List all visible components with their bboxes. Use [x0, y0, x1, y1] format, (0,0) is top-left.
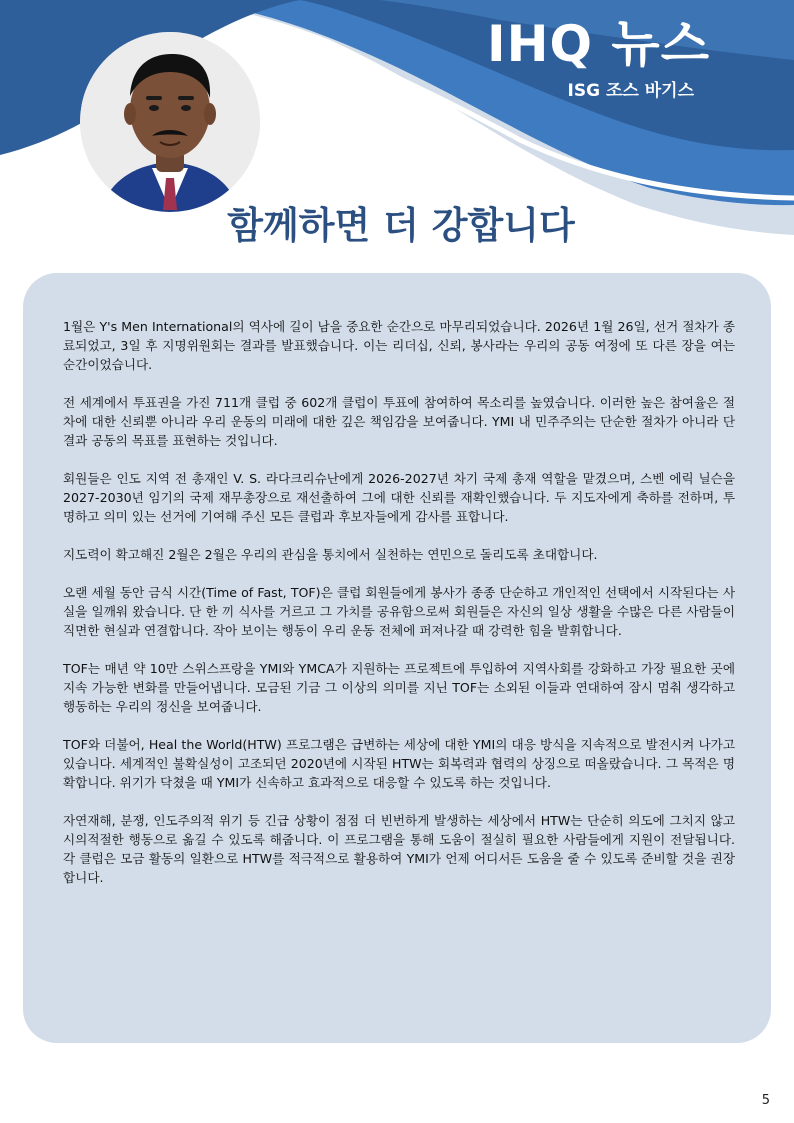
author-portrait: [80, 32, 260, 212]
article-paragraph: 자연재해, 분쟁, 인도주의적 위기 등 긴급 상황이 점점 더 빈번하게 발생하는 세상에서 HTW는 단순히 의도에 그치지 않고 시의적절한 행동으로 옮길 수 있도록 해줍니다. 이 프로그램을 통해 도움이 절실히 필요한 사람들에게 지원이 전달됩니다. 각 클럽은 모금 활동의 일환으로 HTW를 적극적으로 활용하여 YMI가 언제 어디서든 도움을 줄 수 있도록 준비할 것을 권장합니다.: [63, 813, 735, 885]
article-paragraph: 지도력이 확고해진 2월은 2월은 우리의 관심을 통치에서 실천하는 연민으로 돌리도록 초대합니다.: [63, 547, 598, 562]
article-paragraph: TOF는 매년 약 10만 스위스프랑을 YMI와 YMCA가 지원하는 프로젝트에 투입하여 지역사회를 강화하고 가장 필요한 곳에 지속 가능한 변화를 만들어냅니다. 모금된 기금 그 이상의 의미를 지닌 TOF는 소외된 이들과 연대하여 잠시 멈춰 생각하고 행동하는 우리의 정신을 보여줍니다.: [63, 661, 735, 714]
article-paragraph: 1월은 Y's Men International의 역사에 길이 남을 중요한 순간으로 마무리되었습니다. 2026년 1월 26일, 선거 절차가 종료되었고, 3일 후 지명위원회는 결과를 발표했습니다. 이는 리더십, 신뢰, 봉사라는 우리의 공동 여정에 또 다른 장을 여는 순간이었습니다.: [63, 319, 735, 372]
article-paragraph: TOF와 더불어, Heal the World(HTW) 프로그램은 급변하는 세상에 대한 YMI의 대응 방식을 지속적으로 발전시켜 나가고 있습니다. 세계적인 불확실성이 고조되던 2020년에 시작된 HTW는 회복력과 협력의 상징으로 떠올랐습니다. 그 목적은 명확합니다. 위기가 닥쳤을 때 YMI가 신속하고 효과적으로 대응할 수 있도록 하는 것입니다.: [63, 737, 735, 790]
article-body-panel: [23, 273, 771, 1043]
article-paragraph: 회원들은 인도 지역 전 총재인 V. S. 라다크리슈난에게 2026-2027년 차기 국제 총재 역할을 맡겼으며, 스벤 에릭 닐슨을 2027-2030년 임기의 국제 재무총장으로 재선출하여 그에 대한 신뢰를 재확인했습니다. 두 지도자에게 축하를 전하며, 투명하고 의미 있는 선거에 기여해 주신 모든 클럽과 후보자들에게 감사를 표합니다.: [63, 471, 735, 524]
masthead-title: IHQ 뉴스: [487, 15, 710, 73]
masthead-subtitle: ISG 조스 바기스: [567, 81, 694, 101]
page-number: 5: [761, 1093, 770, 1108]
article-paragraph: 오랜 세월 동안 금식 시간(Time of Fast, TOF)은 클럽 회원들에게 봉사가 종종 단순하고 개인적인 선택에서 시작된다는 사실을 일깨워 왔습니다. 단 한 끼 식사를 거르고 그 가치를 공유함으로써 회원들은 자신의 일상 생활을 수많은 다른 사람들이 직면한 현실과 연결합니다. 작아 보이는 행동이 우리 운동 전체에 퍼져나갈 때 강력한 힘을 발휘합니다.: [63, 585, 735, 638]
article-headline: 함께하면 더 강합니다: [227, 204, 575, 247]
article-paragraph: 전 세계에서 투표권을 가진 711개 클럽 중 602개 클럽이 투표에 참여하여 목소리를 높였습니다. 이러한 높은 참여율은 절차에 대한 신뢰뿐 아니라 우리 운동의 미래에 대한 깊은 책임감을 보여줍니다. YMI 내 민주주의는 단순한 절차가 아니라 단결과 공동의 목표를 표현하는 것입니다.: [63, 395, 735, 448]
